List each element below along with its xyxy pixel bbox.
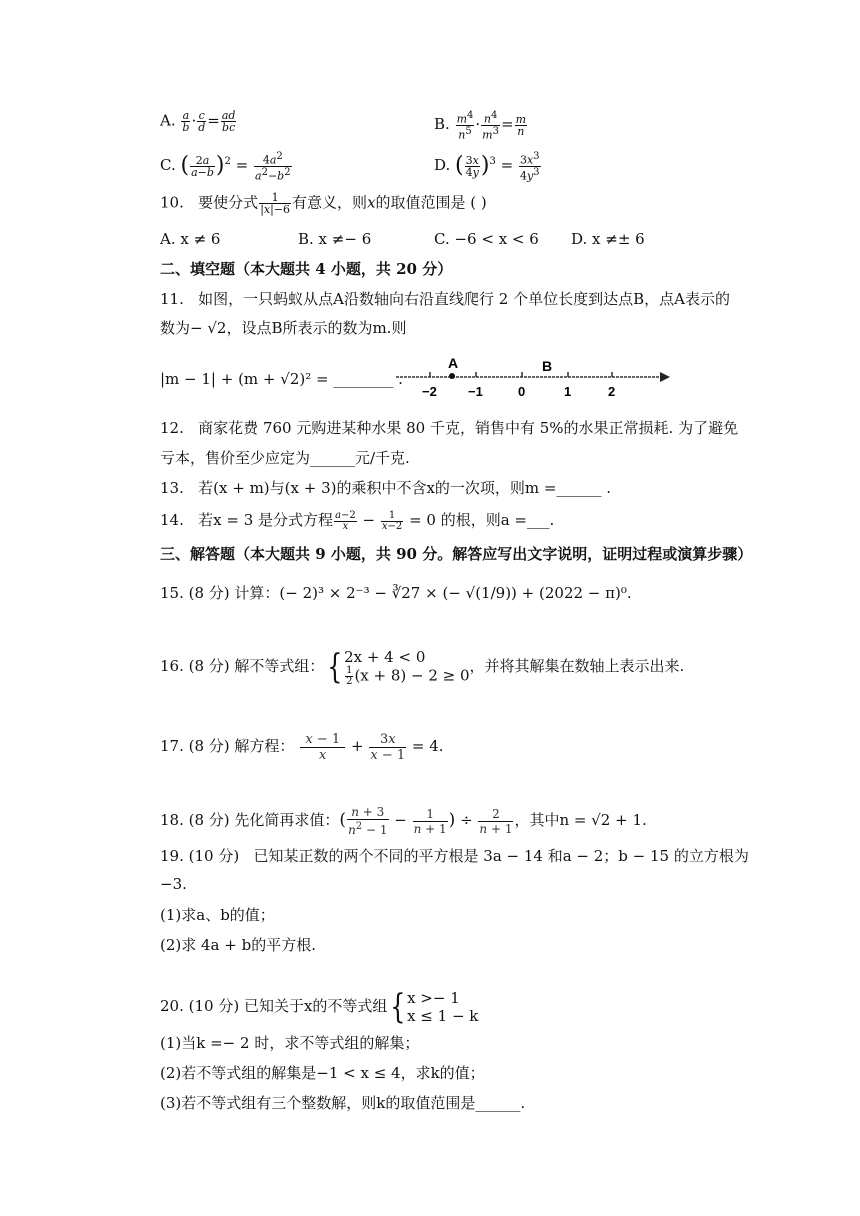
q17-text: 17. (8 分) 解方程： $\frac{x - 1}{x}$ + $\frac{3x}{x - 1}$ = 4.	[160, 731, 444, 763]
q19-part1: (1)求a、b的值；	[160, 906, 275, 924]
q20-stem: 20. (10 分) 已知关于x的不等式组{ x >− 1 x ≤ 1 − k	[160, 987, 479, 1027]
point-a-label: A	[448, 355, 459, 371]
q15-text: 15. (8 分) 计算：(− 2)³ × 2⁻³ − ∛27 × (− √(1/9)) + (2022 − π)⁰.	[160, 584, 632, 602]
q12-line1: 12. 商家花费 760 元购进某种水果 80 千克，销售中有 5%的水果正常损耗. 为了避免	[160, 419, 739, 437]
q19-part2: (2)求 4a + b的平方根.	[160, 936, 316, 954]
section-heading-solutions: 三、解答题（本大题共 9 小题，共 90 分。解答应写出文字说明，证明过程或演算步骤）	[160, 545, 753, 563]
tick-label: 2	[608, 384, 616, 399]
q14-text: 14. 若x = 3 是分式方程 $\frac{a-2}{x}$ − $\frac{1}{x-2}$ = 0 的根，则a =___.	[160, 509, 555, 532]
q11-line2: 数为− √2，设点B所表示的数为m.则	[160, 319, 407, 337]
q9-option-b: B. $\frac{m^4}{n^5}$ · $\frac{n^4}{m^3}$ = $\frac{m}{n}$	[434, 110, 526, 142]
q20-part3: (3)若不等式组有三个整数解，则k的取值范围是______.	[160, 1094, 526, 1112]
point-a-marker	[449, 373, 455, 379]
tick-label: −2	[422, 384, 437, 399]
q20-part2: (2)若不等式组的解集是−1 < x ≤ 4，求k的值；	[160, 1064, 485, 1082]
q12-line2: 亏本，售价至少应定为______元/千克.	[160, 449, 410, 467]
q9-option-d: D. ( $\frac{3x}{4y}$ )$^3$ = $\frac{3x^3}{4y^3}$	[434, 151, 540, 183]
q16-text: 16. (8 分) 解不等式组：{ 2x + 4 < 0 $\frac{1}{2}$ (x + 8) − 2 ≥ 0 ，并将其解集在数轴上表示出来.	[160, 647, 685, 687]
section-heading-fill-in: 二、填空题（本大题共 4 小题，共 20 分）	[160, 260, 453, 278]
q10-option-a: A. x ≠ 6	[160, 230, 221, 248]
tick-label: 0	[518, 384, 526, 399]
q11-line1: 11. 如图，一只蚂蚁从点A沿数轴向右沿直线爬行 2 个单位长度到达点B，点A表示的	[160, 290, 730, 308]
q18-text: 18. (8 分) 先化简再求值：( $\frac{n + 3}{n^2 - 1}$ − $\frac{1}{n + 1}$ ) ÷ $\frac{2}{n + 1}$ ，其中n = √2 + 1.	[160, 805, 647, 837]
q13-text: 13. 若(x + m)与(x + 3)的乘积中不含x的一次项，则m =______ .	[160, 479, 612, 497]
tick-label: 1	[564, 384, 572, 399]
q11-number-line-figure	[392, 354, 672, 400]
number-line-arrow	[660, 372, 670, 382]
q20-part1: (1)当k =− 2 时，求不等式组的解集；	[160, 1034, 420, 1052]
q9-option-a: A. $\frac{a}{b}$ · $\frac{c}{d}$ = $\frac{ad}{bc}$	[160, 109, 236, 134]
q11-line3: |m − 1| + (m + √2)² = ________ .	[160, 370, 403, 388]
q19-line2: −3.	[160, 875, 187, 893]
point-b-label: B	[542, 358, 553, 374]
q10-option-d: D. x ≠± 6	[571, 230, 645, 248]
q19-line1: 19. (10 分) 已知某正数的两个不同的平方根是 3a − 14 和a − 2；b − 15 的立方根为	[160, 847, 749, 865]
q10-option-b: B. x ≠− 6	[298, 230, 372, 248]
tick-label: −1	[468, 384, 483, 399]
q9-option-c: C. ( $\frac{2a}{a-b}$ )$^2$ = $\frac{4a^2}{a^2-b^2}$	[160, 151, 291, 183]
q10-option-c: C. −6 < x < 6	[434, 230, 539, 248]
q10-stem: 10. 要使分式 $\frac{1}{|x|-6}$ 有意义，则x的取值范围是 ( )	[160, 191, 487, 216]
